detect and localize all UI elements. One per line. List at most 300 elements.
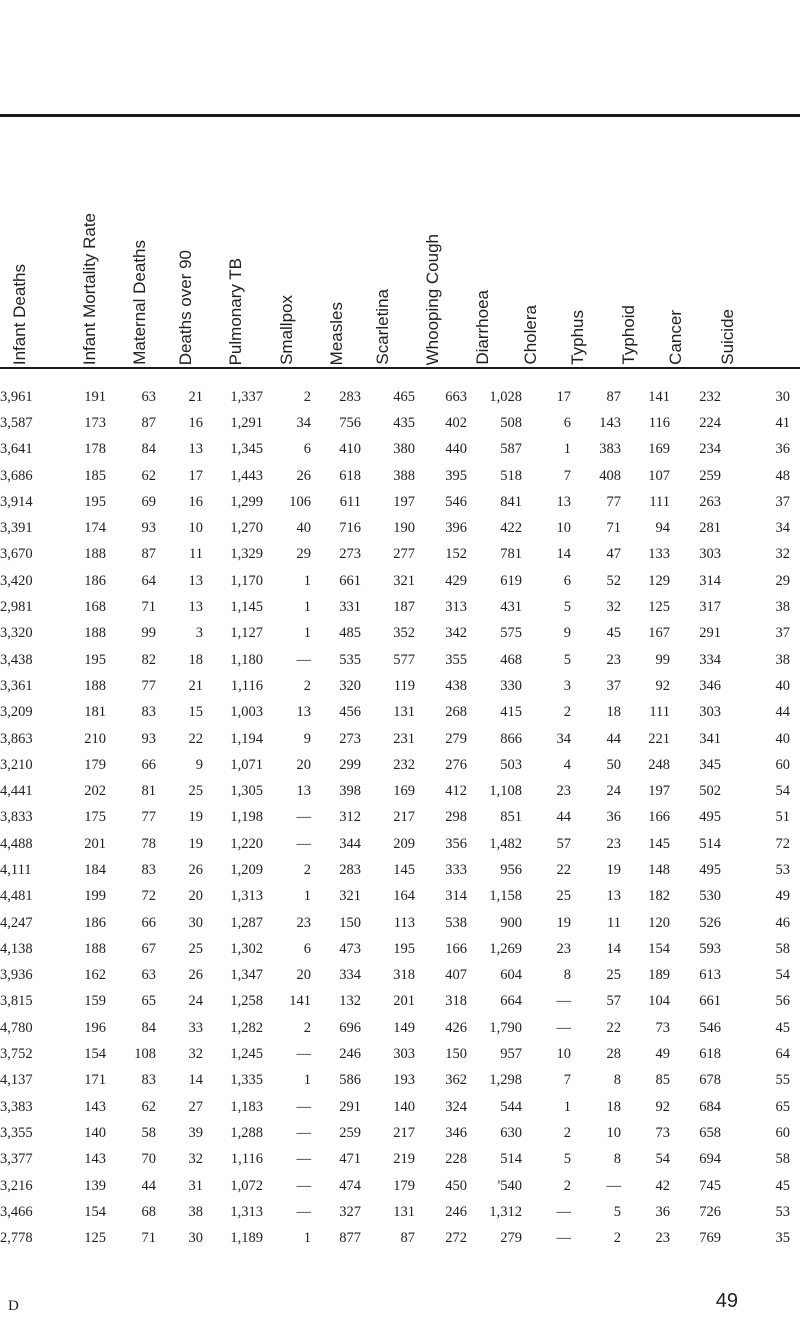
mortality-table <box>0 384 790 1252</box>
table-cell: 3,961 <box>0 388 33 405</box>
table-cell: 2 <box>563 1124 571 1141</box>
table-cell: 186 <box>84 572 106 589</box>
table-cell: 87 <box>141 546 156 563</box>
table-cell: 77 <box>141 809 156 826</box>
table-cell: 197 <box>648 783 670 800</box>
table-cell: 60 <box>775 756 790 773</box>
table-cell: 248 <box>648 756 670 773</box>
table-cell: 131 <box>393 704 415 721</box>
table-cell: 166 <box>648 809 670 826</box>
table-cell: 57 <box>556 835 571 852</box>
table-cell: 877 <box>339 1230 361 1247</box>
table-cell: 188 <box>84 677 106 694</box>
table-row <box>0 831 790 857</box>
table-cell: — <box>296 1046 311 1063</box>
table-cell: 465 <box>393 388 415 405</box>
table-cell: 66 <box>141 756 156 773</box>
table-cell: 99 <box>141 625 156 642</box>
table-cell: 106 <box>289 493 311 510</box>
table-cell: 956 <box>500 861 522 878</box>
table-cell: 426 <box>445 1019 467 1036</box>
table-cell: 6 <box>303 940 311 957</box>
table-cell: 32 <box>188 1046 203 1063</box>
table-cell: 40 <box>296 520 311 537</box>
header-cancer: Cancer <box>666 310 685 365</box>
table-cell: — <box>556 1019 571 1036</box>
table-cell: 4,247 <box>0 914 33 931</box>
table-cell: 1,298 <box>489 1072 522 1089</box>
table-cell: 1,127 <box>230 625 263 642</box>
table-row <box>0 384 790 410</box>
table-row <box>0 1068 790 1094</box>
table-cell: 283 <box>339 861 361 878</box>
table-row <box>0 884 790 910</box>
table-cell: 503 <box>500 756 522 773</box>
table-cell: 193 <box>393 1072 415 1089</box>
table-cell: — <box>296 1124 311 1141</box>
table-cell: 618 <box>339 467 361 484</box>
table-row <box>0 542 790 568</box>
header-suicide: Suicide <box>718 309 737 365</box>
table-cell: 66 <box>141 914 156 931</box>
table-cell: 71 <box>141 1230 156 1247</box>
table-row <box>0 752 790 778</box>
table-cell: 34 <box>296 414 311 431</box>
table-cell: 72 <box>141 888 156 905</box>
table-cell: 1,220 <box>230 835 263 852</box>
table-cell: 37 <box>606 677 621 694</box>
table-cell: 1 <box>563 441 571 458</box>
table-cell: 39 <box>188 1124 203 1141</box>
table-cell: 145 <box>393 861 415 878</box>
table-cell: 25 <box>606 967 621 984</box>
table-cell: 73 <box>655 1019 670 1036</box>
table-cell: 334 <box>339 967 361 984</box>
table-cell: 1 <box>563 1098 571 1115</box>
table-cell: 246 <box>445 1203 467 1220</box>
table-cell: 186 <box>84 914 106 931</box>
table-cell: 324 <box>445 1098 467 1115</box>
table-cell: 22 <box>188 730 203 747</box>
table-cell: 83 <box>141 1072 156 1089</box>
table-cell: 246 <box>339 1046 361 1063</box>
table-cell: 18 <box>606 704 621 721</box>
table-cell: 1,312 <box>489 1203 522 1220</box>
table-cell: 1 <box>303 1072 311 1089</box>
table-cell: 1,305 <box>230 783 263 800</box>
table-cell: 1,443 <box>230 467 263 484</box>
table-cell: 13 <box>296 783 311 800</box>
table-row <box>0 463 790 489</box>
table-cell: 181 <box>84 704 106 721</box>
table-cell: 25 <box>556 888 571 905</box>
table-cell: 20 <box>188 888 203 905</box>
table-row <box>0 1041 790 1067</box>
table-cell: 263 <box>699 493 721 510</box>
table-cell: 3,420 <box>0 572 33 589</box>
table-cell: 140 <box>84 1124 106 1141</box>
table-cell: 3 <box>195 625 203 642</box>
table-row <box>0 1015 790 1041</box>
table-cell: 1,347 <box>230 967 263 984</box>
table-cell: 87 <box>606 388 621 405</box>
table-cell: 36 <box>606 809 621 826</box>
table-cell: 21 <box>188 388 203 405</box>
table-cell: — <box>556 1230 571 1247</box>
table-cell: 197 <box>393 493 415 510</box>
table-cell: 44 <box>556 809 571 826</box>
table-cell: 3,936 <box>0 967 33 984</box>
table-row <box>0 437 790 463</box>
table-cell: 41 <box>775 414 790 431</box>
table-cell: 1,291 <box>230 414 263 431</box>
table-cell: 111 <box>649 493 670 510</box>
table-cell: 355 <box>445 651 467 668</box>
table-cell: 435 <box>393 414 415 431</box>
table-cell: 318 <box>393 967 415 984</box>
table-cell: 514 <box>500 1151 522 1168</box>
table-cell: 14 <box>606 940 621 957</box>
table-cell: 92 <box>655 1098 670 1115</box>
table-cell: 83 <box>141 861 156 878</box>
table-cell: 19 <box>606 861 621 878</box>
table-cell: 471 <box>339 1151 361 1168</box>
table-cell: 23 <box>606 651 621 668</box>
table-cell: 321 <box>393 572 415 589</box>
table-cell: 4,111 <box>0 861 32 878</box>
table-cell: 34 <box>775 520 790 537</box>
table-cell: 201 <box>393 993 415 1010</box>
table-cell: 35 <box>775 1230 790 1247</box>
table-cell: 44 <box>141 1177 156 1194</box>
header-cholera: Cholera <box>521 305 540 365</box>
table-cell: 25 <box>188 940 203 957</box>
table-cell: 53 <box>775 1203 790 1220</box>
table-cell: 1 <box>303 625 311 642</box>
table-cell: 619 <box>500 572 522 589</box>
table-cell: 73 <box>655 1124 670 1141</box>
table-cell: 726 <box>699 1203 721 1220</box>
table-cell: 140 <box>393 1098 415 1115</box>
table-cell: 1,790 <box>489 1019 522 1036</box>
table-cell: 6 <box>563 572 571 589</box>
table-cell: 37 <box>775 625 790 642</box>
table-cell: 9 <box>563 625 571 642</box>
table-row <box>0 857 790 883</box>
column-headers <box>0 120 800 365</box>
table-cell: 54 <box>775 967 790 984</box>
table-cell: 684 <box>699 1098 721 1115</box>
table-cell: 312 <box>339 809 361 826</box>
table-cell: 145 <box>648 835 670 852</box>
table-cell: 3,641 <box>0 441 33 458</box>
table-row <box>0 963 790 989</box>
table-cell: 6 <box>303 441 311 458</box>
table-cell: 3,391 <box>0 520 33 537</box>
table-cell: 45 <box>775 1177 790 1194</box>
table-cell: 18 <box>606 1098 621 1115</box>
table-cell: — <box>556 1203 571 1220</box>
table-row <box>0 910 790 936</box>
table-cell: 474 <box>339 1177 361 1194</box>
table-cell: 664 <box>500 993 522 1010</box>
table-cell: 65 <box>141 993 156 1010</box>
table-cell: 957 <box>500 1046 522 1063</box>
table-cell: 3,587 <box>0 414 33 431</box>
table-cell: 22 <box>556 861 571 878</box>
table-cell: 45 <box>775 1019 790 1036</box>
table-cell: 3,686 <box>0 467 33 484</box>
table-cell: 154 <box>84 1203 106 1220</box>
top-rule <box>0 114 800 117</box>
table-cell: 195 <box>393 940 415 957</box>
table-cell: 159 <box>84 993 106 1010</box>
table-cell: 318 <box>445 993 467 1010</box>
table-cell: 93 <box>141 730 156 747</box>
table-cell: 346 <box>699 677 721 694</box>
table-cell: 141 <box>648 388 670 405</box>
table-cell: 661 <box>339 572 361 589</box>
table-cell: 1,245 <box>230 1046 263 1063</box>
table-cell: 4,488 <box>0 835 33 852</box>
table-cell: 3,209 <box>0 704 33 721</box>
table-cell: 485 <box>339 625 361 642</box>
table-cell: 314 <box>699 572 721 589</box>
table-row <box>0 515 790 541</box>
table-cell: 3,438 <box>0 651 33 668</box>
table-cell: 201 <box>84 835 106 852</box>
table-cell: 1,313 <box>230 1203 263 1220</box>
table-cell: 291 <box>339 1098 361 1115</box>
table-cell: 32 <box>775 546 790 563</box>
table-cell: 60 <box>775 1124 790 1141</box>
table-cell: 58 <box>775 1151 790 1168</box>
table-cell: 64 <box>141 572 156 589</box>
table-cell: 1,288 <box>230 1124 263 1141</box>
table-cell: 658 <box>699 1124 721 1141</box>
table-cell: 27 <box>188 1098 203 1115</box>
table-cell: 77 <box>606 493 621 510</box>
table-cell: 51 <box>775 809 790 826</box>
table-cell: 412 <box>445 783 467 800</box>
table-cell: 410 <box>339 441 361 458</box>
table-cell: 14 <box>188 1072 203 1089</box>
table-cell: 334 <box>699 651 721 668</box>
table-cell: 13 <box>188 572 203 589</box>
table-cell: 6 <box>563 414 571 431</box>
table-cell: 38 <box>188 1203 203 1220</box>
table-cell: 169 <box>648 441 670 458</box>
table-row <box>0 621 790 647</box>
table-cell: 70 <box>141 1151 156 1168</box>
table-cell: 546 <box>445 493 467 510</box>
table-cell: 2,778 <box>0 1230 33 1247</box>
table-cell: 4,137 <box>0 1072 33 1089</box>
table-cell: 62 <box>141 467 156 484</box>
table-cell: — <box>556 993 571 1010</box>
table-cell: 866 <box>500 730 522 747</box>
table-cell: 587 <box>500 441 522 458</box>
table-cell: 303 <box>699 704 721 721</box>
table-cell: 1,170 <box>230 572 263 589</box>
table-cell: 1,145 <box>230 599 263 616</box>
table-cell: 1,072 <box>230 1177 263 1194</box>
table-row <box>0 410 790 436</box>
header-typhus: Typhus <box>568 310 587 365</box>
table-cell: 54 <box>655 1151 670 1168</box>
table-cell: 29 <box>296 546 311 563</box>
table-cell: 68 <box>141 1203 156 1220</box>
table-cell: 362 <box>445 1072 467 1089</box>
table-cell: — <box>296 651 311 668</box>
table-cell: 29 <box>775 572 790 589</box>
table-cell: 81 <box>141 783 156 800</box>
table-cell: 32 <box>606 599 621 616</box>
page-number: 49 <box>715 1290 738 1312</box>
table-cell: 317 <box>699 599 721 616</box>
table-cell: 769 <box>699 1230 721 1247</box>
table-cell: 618 <box>699 1046 721 1063</box>
table-row <box>0 1120 790 1146</box>
table-cell: 18 <box>188 651 203 668</box>
table-cell: 431 <box>500 599 522 616</box>
table-cell: 113 <box>393 914 415 931</box>
table-cell: 31 <box>188 1177 203 1194</box>
table-cell: 154 <box>84 1046 106 1063</box>
table-cell: — <box>296 809 311 826</box>
table-cell: — <box>296 1151 311 1168</box>
table-cell: 231 <box>393 730 415 747</box>
table-cell: 398 <box>339 783 361 800</box>
table-cell: 281 <box>699 520 721 537</box>
table-cell: 37 <box>775 493 790 510</box>
table-cell: 678 <box>699 1072 721 1089</box>
table-cell: 16 <box>188 414 203 431</box>
table-cell: 1 <box>303 888 311 905</box>
header-deaths-over-90: Deaths over 90 <box>176 249 195 365</box>
table-cell: 49 <box>775 888 790 905</box>
table-row <box>0 700 790 726</box>
table-row <box>0 1199 790 1225</box>
table-cell: 53 <box>775 861 790 878</box>
table-cell: 149 <box>393 1019 415 1036</box>
table-cell: 526 <box>699 914 721 931</box>
table-cell: 77 <box>141 677 156 694</box>
table-cell: 40 <box>775 677 790 694</box>
table-cell: 132 <box>339 993 361 1010</box>
table-cell: 3,355 <box>0 1124 33 1141</box>
table-cell: 1,194 <box>230 730 263 747</box>
table-cell: 224 <box>699 414 721 431</box>
table-cell: 313 <box>445 599 467 616</box>
table-cell: 58 <box>775 940 790 957</box>
table-cell: 71 <box>141 599 156 616</box>
table-cell: 8 <box>563 967 571 984</box>
table-cell: 188 <box>84 546 106 563</box>
table-cell: 36 <box>655 1203 670 1220</box>
table-cell: 303 <box>699 546 721 563</box>
header-infant-mortality-rate: Infant Mortality Rate <box>80 212 99 365</box>
table-cell: 8 <box>613 1072 621 1089</box>
table-cell: 65 <box>775 1098 790 1115</box>
table-cell: 4,780 <box>0 1019 33 1036</box>
table-cell: 167 <box>648 625 670 642</box>
table-cell: 514 <box>699 835 721 852</box>
table-cell: 5 <box>613 1203 621 1220</box>
table-cell: 1,282 <box>230 1019 263 1036</box>
table-cell: 320 <box>339 677 361 694</box>
table-cell: 168 <box>84 599 106 616</box>
table-cell: 259 <box>699 467 721 484</box>
table-cell: 841 <box>500 493 522 510</box>
table-cell: 495 <box>699 861 721 878</box>
table-cell: 4,441 <box>0 783 33 800</box>
table-cell: 125 <box>84 1230 106 1247</box>
table-cell: 2 <box>303 861 311 878</box>
table-cell: 232 <box>699 388 721 405</box>
table-cell: 108 <box>134 1046 156 1063</box>
table-row <box>0 1094 790 1120</box>
table-cell: 26 <box>188 861 203 878</box>
table-row <box>0 594 790 620</box>
table-cell: 150 <box>339 914 361 931</box>
table-cell: 217 <box>393 1124 415 1141</box>
table-row <box>0 673 790 699</box>
table-cell: 21 <box>188 677 203 694</box>
table-cell: 94 <box>655 520 670 537</box>
table-cell: 495 <box>699 809 721 826</box>
table-cell: 299 <box>339 756 361 773</box>
table-cell: 48 <box>775 467 790 484</box>
table-cell: 45 <box>606 625 621 642</box>
table-cell: 3,833 <box>0 809 33 826</box>
table-cell: 13 <box>296 704 311 721</box>
table-cell: 611 <box>339 493 361 510</box>
table-cell: 52 <box>606 572 621 589</box>
table-cell: 593 <box>699 940 721 957</box>
table-cell: 696 <box>339 1019 361 1036</box>
table-cell: 277 <box>393 546 415 563</box>
table-cell: 456 <box>339 704 361 721</box>
table-cell: 164 <box>393 888 415 905</box>
table-cell: 191 <box>84 388 106 405</box>
table-cell: 23 <box>655 1230 670 1247</box>
table-cell: 2 <box>303 677 311 694</box>
table-cell: 24 <box>188 993 203 1010</box>
table-cell: 46 <box>775 914 790 931</box>
table-cell: 661 <box>699 993 721 1010</box>
table-cell: 1 <box>303 1230 311 1247</box>
table-cell: 586 <box>339 1072 361 1089</box>
table-cell: 107 <box>648 467 670 484</box>
table-cell: — <box>296 1098 311 1115</box>
table-cell: 298 <box>445 809 467 826</box>
table-cell: 175 <box>84 809 106 826</box>
table-cell: 3 <box>563 677 571 694</box>
table-cell: 188 <box>84 625 106 642</box>
table-cell: 47 <box>606 546 621 563</box>
table-cell: 7 <box>563 1072 571 1089</box>
table-cell: 210 <box>84 730 106 747</box>
table-cell: 314 <box>445 888 467 905</box>
table-cell: 133 <box>648 546 670 563</box>
table-cell: 169 <box>393 783 415 800</box>
table-cell: 20 <box>296 967 311 984</box>
table-cell: 178 <box>84 441 106 458</box>
header-diarrhoea: Diarrhoea <box>473 290 492 365</box>
table-cell: 20 <box>296 756 311 773</box>
table-cell: 575 <box>500 625 522 642</box>
